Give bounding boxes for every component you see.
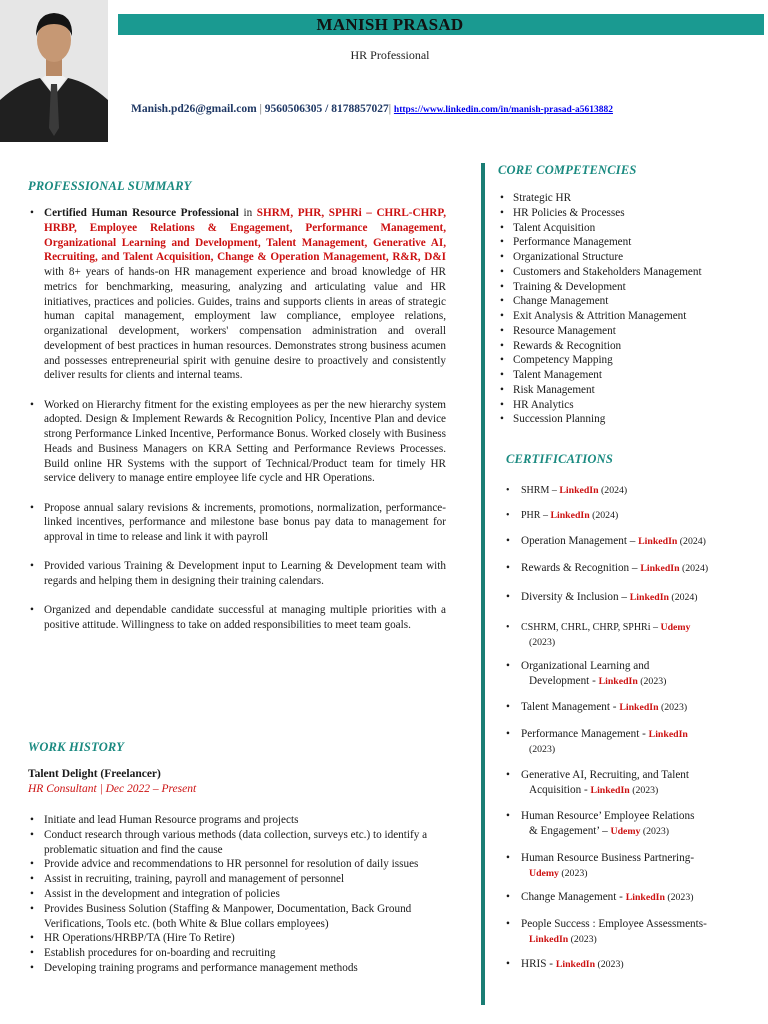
duty-list — [28, 813, 438, 976]
phone-numbers: 9560506305 / 8178857027 — [264, 103, 389, 115]
summary-text: with 8+ years of hands-on HR management experience and broad knowledge of HR metrics for benchmarking, measuring, analyzing and articulating value and HR initiatives, practices and policies. Guides, trains and supports clients in areas of strategic human capital management, employment law compliance, employee relations, organizational development, workers' compensation administration and overall development of best practices in human resources. Demonstrates strong business acumen and possesses entrepreneurial spirit with genuine desire to proactively and consistently deliver results for clients and internal teams. — [44, 266, 446, 382]
summary-in: in — [238, 207, 257, 219]
summary-item: • Propose annual salary revisions & increments, promotions, normalization, performance-linked incentives, performance and milestone base bonus pay data to management for approval in time to release and link it with payroll — [28, 501, 446, 545]
certifications-heading: CERTIFICATIONS — [506, 452, 614, 466]
candidate-name: MANISH PRASAD — [316, 15, 464, 34]
summary-item: • Worked on Hierarchy fitment for the existing employees as per the new hierarchy system adopted. Design & Implement Rewards & Recognition Policy, Incentive Plan and device strong Performance Linked Incentive, Performance Bonus. Worked closely with Business Heads and Business Managers on KRA Setting and Performance Reviews Processes. Build online HR Systems with the support of Technical/Product team for timely HR service delivery to manage entire employee life cycle and HR Operations. — [28, 398, 446, 487]
competencies-list — [499, 191, 702, 427]
email-link[interactable]: Manish.pd26@gmail.com — [131, 103, 257, 115]
competency-item: • Training & Development — [499, 280, 702, 295]
cert-item: • SHRM – LinkedIn (2024) — [506, 485, 628, 496]
competency-item: • Organizational Structure — [499, 250, 702, 265]
summary-item: • Provided various Training & Development input to Learning & Development team with regards and helping them in designing their training calendars. — [28, 559, 446, 589]
cert-item: • Change Management - LinkedIn (2023) — [506, 891, 694, 903]
cert-item: • PHR – LinkedIn (2024) — [506, 510, 619, 521]
cert-item: • HRIS - LinkedIn (2023) — [506, 958, 624, 970]
cert-item: • Rewards & Recognition – LinkedIn (2024) — [506, 562, 709, 574]
duty-item: • Establish procedures for on-boarding and recruiting — [28, 946, 438, 961]
summary-lead: Certified Human Resource Professional — [44, 207, 239, 219]
separator: | — [256, 103, 265, 115]
competency-item: • HR Analytics — [499, 398, 702, 413]
cert-item: • People Success : Employee Assessments- LinkedIn (2023) — [506, 918, 707, 945]
summary-heading: PROFESSIONAL SUMMARY — [28, 179, 192, 193]
duty-item: • Conduct research through various methods (data collection, surveys etc.) to identify a problematic situation and find the cause — [28, 828, 438, 858]
separator: | — [388, 103, 394, 115]
cert-item: • Talent Management - LinkedIn (2023) — [506, 701, 688, 713]
competency-item: • HR Policies & Processes — [499, 206, 702, 221]
linkedin-link[interactable]: https://www.linkedin.com/in/manish-prasad-a5613882 — [393, 105, 613, 115]
cert-item: • Diversity & Inclusion – LinkedIn (2024) — [506, 591, 698, 603]
duty-item: • Provides Business Solution (Staffing & Manpower, Documentation, Back Ground Verifications, Tools etc. (both White & Blue collars employees) — [28, 902, 438, 932]
competencies-heading: CORE COMPETENCIES — [498, 163, 637, 177]
cert-item: • CSHRM, CHRL, CHRP, SPHRi – Udemy (2023) — [506, 622, 691, 648]
competency-item: • Talent Acquisition — [499, 221, 702, 236]
summary-credentials: SHRM, PHR, SPHRi – CHRL-CHRP, HRBP, Employee Relations & Engagement, Performance Management, Organizational Learning and Development, Talent Management, Generative AI, Recruiting, and Talent Acquisition, Change & Operation Management, R&R, D&I — [44, 207, 446, 264]
duty-item: • Initiate and lead Human Resource programs and projects — [28, 813, 438, 828]
duty-item: • Provide advice and recommendations to HR personnel for resolution of daily issues — [28, 857, 438, 872]
summary-item: • Organized and dependable candidate successful at managing multiple priorities with a positive attitude. Willingness to take on added responsibilities to meet team goals. — [28, 603, 446, 633]
contact-line — [131, 103, 613, 115]
summary-item — [28, 206, 446, 383]
competency-item: • Exit Analysis & Attrition Management — [499, 309, 702, 324]
duty-item: • Assist in recruiting, training, payroll and management of personnel — [28, 872, 438, 887]
job-company: Talent Delight (Freelancer) — [28, 768, 161, 780]
cert-item: • Performance Management - LinkedIn (2023) — [506, 728, 688, 755]
column-divider — [481, 163, 485, 1005]
job-role: HR Consultant | Dec 2022 – Present — [28, 783, 197, 795]
profile-photo — [0, 0, 108, 142]
competency-item: • Strategic HR — [499, 191, 702, 206]
competency-item: • Resource Management — [499, 324, 702, 339]
summary-list — [28, 206, 446, 633]
competency-item: • Risk Management — [499, 383, 702, 398]
cert-item: • Organizational Learning and Development - LinkedIn (2023) — [506, 660, 667, 687]
candidate-title: HR Professional — [350, 48, 430, 62]
duty-item: • HR Operations/HRBP/TA (Hire To Retire) — [28, 931, 438, 946]
competency-item: • Customers and Stakeholders Management — [499, 265, 702, 280]
cert-item: • Human Resource Business Partnering- Udemy (2023) — [506, 852, 695, 879]
competency-item: • Change Management — [499, 294, 702, 309]
work-heading: WORK HISTORY — [28, 740, 125, 754]
competency-item: • Talent Management — [499, 368, 702, 383]
competency-item: • Performance Management — [499, 235, 702, 250]
cert-item: • Operation Management – LinkedIn (2024) — [506, 535, 706, 547]
duty-item: • Developing training programs and performance management methods — [28, 961, 438, 976]
cert-item: • Generative AI, Recruiting, and Talent Acquisition - LinkedIn (2023) — [506, 769, 690, 796]
cert-item: • Human Resource’ Employee Relations & Engagement’ – Udemy (2023) — [506, 810, 695, 837]
summary-section — [28, 206, 446, 647]
competency-item: • Rewards & Recognition — [499, 339, 702, 354]
competency-item: • Succession Planning — [499, 412, 702, 427]
duty-item: • Assist in the development and integration of policies — [28, 887, 438, 902]
competency-item: • Competency Mapping — [499, 353, 702, 368]
